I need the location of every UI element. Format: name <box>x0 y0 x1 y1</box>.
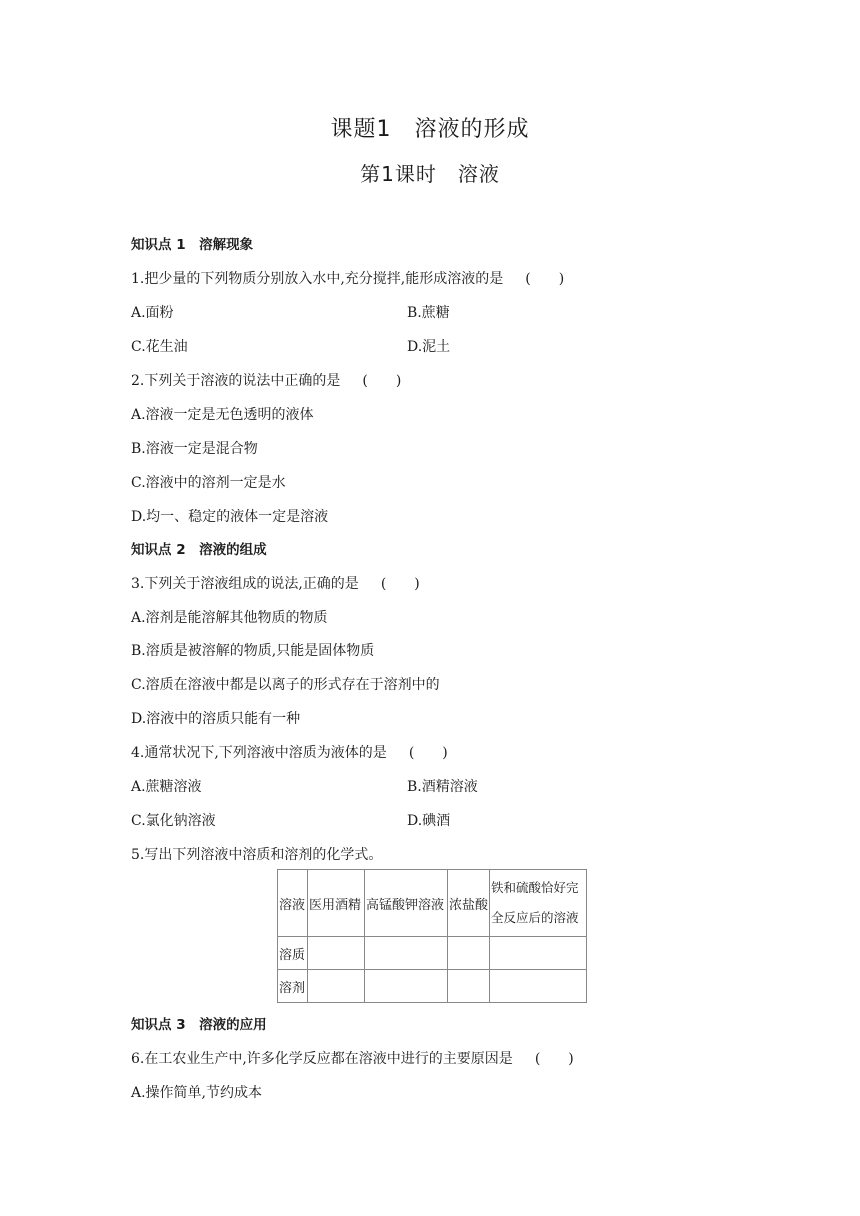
q3-option-c: C.溶质在溶液中都是以离子的形式存在于溶剂中的 <box>131 677 440 693</box>
table-row-label: 溶质 <box>278 937 308 970</box>
q2-option-d: D.均一、稳定的液体一定是溶液 <box>131 509 329 525</box>
answer-cell[interactable] <box>490 937 587 970</box>
q2-option-b: B.溶液一定是混合物 <box>131 441 258 457</box>
table-header-cell: 溶液 <box>278 870 308 937</box>
question-2 <box>131 372 401 390</box>
answer-cell[interactable] <box>490 970 587 1003</box>
table-row-label: 溶剂 <box>278 970 308 1003</box>
question-3-stem: 3.下列关于溶液组成的说法,正确的是 <box>131 576 359 592</box>
q2-option-c: C.溶液中的溶剂一定是水 <box>131 475 286 491</box>
q3-option-d: D.溶液中的溶质只能有一种 <box>131 711 301 727</box>
answer-blank: ( ) <box>362 373 402 389</box>
section-heading-3: 知识点 3 溶液的应用 <box>131 1017 267 1033</box>
answer-cell[interactable] <box>365 937 448 970</box>
answer-blank: ( ) <box>380 576 420 592</box>
q4-option-a: A.蔗糖溶液 <box>131 779 202 795</box>
answer-blank: ( ) <box>534 1051 574 1067</box>
q5-answer-table <box>277 869 587 1003</box>
table-header-cell: 高锰酸钾溶液 <box>365 870 448 937</box>
q3-option-b: B.溶质是被溶解的物质,只能是固体物质 <box>131 643 375 659</box>
answer-cell[interactable] <box>365 970 448 1003</box>
question-3 <box>131 575 420 593</box>
section-heading-1: 知识点 1 溶解现象 <box>131 237 254 253</box>
lesson-subtitle: 第1课时 溶液 <box>360 162 500 186</box>
question-4-stem: 4.通常状况下,下列溶液中溶质为液体的是 <box>131 745 387 761</box>
table-header-cell: 铁和硫酸恰好完全反应后的溶液 <box>490 870 587 937</box>
question-6-stem: 6.在工农业生产中,许多化学反应都在溶液中进行的主要原因是 <box>131 1051 513 1067</box>
answer-cell[interactable] <box>448 970 490 1003</box>
answer-blank: ( ) <box>525 271 565 287</box>
table-row <box>278 970 587 1003</box>
q1-option-c: C.花生油 <box>131 339 188 355</box>
question-1 <box>131 270 564 288</box>
q1-option-d: D.泥土 <box>407 339 451 355</box>
question-1-stem: 1.把少量的下列物质分别放入水中,充分搅拌,能形成溶液的是 <box>131 271 504 287</box>
answer-cell[interactable] <box>448 937 490 970</box>
q1-option-a: A.面粉 <box>131 305 174 321</box>
question-2-stem: 2.下列关于溶液的说法中正确的是 <box>131 373 341 389</box>
q4-option-b: B.酒精溶液 <box>407 779 478 795</box>
table-header-row <box>278 870 587 937</box>
q4-option-d: D.碘酒 <box>407 813 451 829</box>
table-header-cell: 医用酒精 <box>308 870 365 937</box>
answer-cell[interactable] <box>308 937 365 970</box>
question-5-stem: 5.写出下列溶液中溶质和溶剂的化学式。 <box>131 847 383 863</box>
table-row <box>278 937 587 970</box>
lesson-title: 课题1 溶液的形成 <box>330 117 530 142</box>
q3-option-a: A.溶剂是能溶解其他物质的物质 <box>131 610 328 626</box>
q1-option-b: B.蔗糖 <box>407 305 450 321</box>
question-4 <box>131 744 448 762</box>
question-6 <box>131 1050 574 1068</box>
q2-option-a: A.溶液一定是无色透明的液体 <box>131 407 314 423</box>
section-heading-2: 知识点 2 溶液的组成 <box>131 542 267 558</box>
answer-cell[interactable] <box>308 970 365 1003</box>
q6-option-a: A.操作简单,节约成本 <box>131 1085 263 1101</box>
q4-option-c: C.氯化钠溶液 <box>131 813 216 829</box>
table-header-cell: 浓盐酸 <box>448 870 490 937</box>
answer-blank: ( ) <box>408 745 448 761</box>
